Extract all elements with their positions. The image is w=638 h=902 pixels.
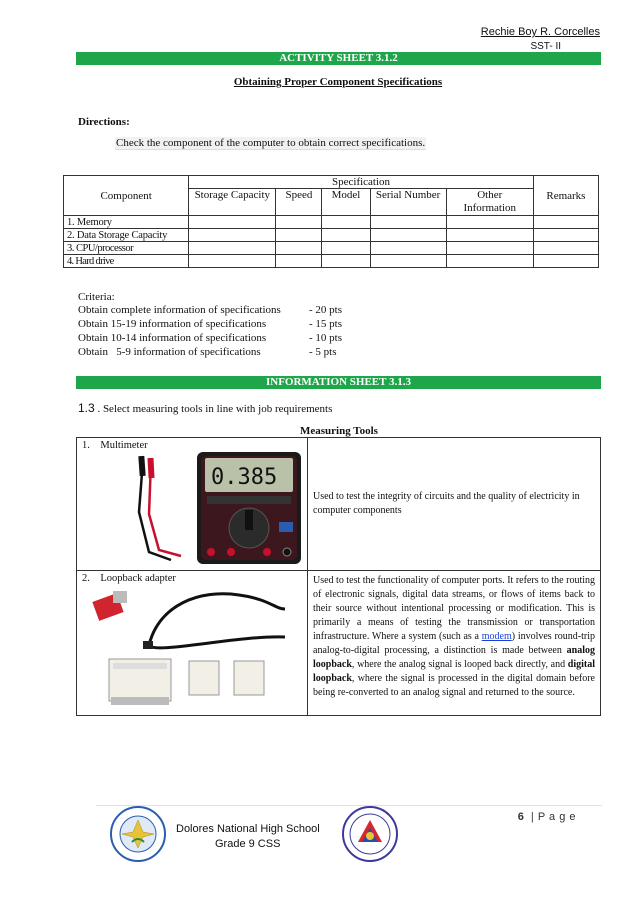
table-row: [64, 229, 599, 242]
table-cell[interactable]: [446, 229, 533, 242]
measuring-tools-table: [76, 437, 601, 716]
row-label: 3. CPU/processor: [64, 242, 189, 255]
specification-table: [63, 175, 599, 268]
criteria-points: - 20 pts: [309, 304, 342, 316]
table-cell[interactable]: [276, 216, 322, 229]
criteria-item: Obtain 15-19 information of specifications: [78, 318, 267, 330]
table-cell[interactable]: [189, 255, 276, 268]
col-other-information: Other Information: [446, 189, 533, 216]
table-row: [64, 242, 599, 255]
table-cell[interactable]: [322, 216, 370, 229]
col-storage-capacity: Storage Capacity: [189, 189, 276, 216]
table-cell[interactable]: [370, 242, 446, 255]
table-cell[interactable]: [322, 229, 370, 242]
table-cell[interactable]: [322, 255, 370, 268]
lead-number: 1.3: [78, 401, 95, 415]
tool-name: 1. Multimeter: [82, 440, 148, 451]
table-row: [64, 255, 599, 268]
remarks-header: Remarks: [533, 176, 598, 216]
school-seal-logo: [110, 806, 166, 862]
activity-sheet-bar: ACTIVITY SHEET 3.1.2: [76, 52, 601, 65]
information-sheet-bar: INFORMATION SHEET 3.1.3: [76, 376, 601, 389]
tool-cell: [77, 571, 308, 716]
row-label: 2. Data Storage Capacity: [64, 229, 189, 242]
grade-label: Grade 9 CSS: [215, 838, 281, 850]
table-cell[interactable]: [189, 242, 276, 255]
page-number: 6: [517, 811, 524, 823]
loopback-adapter-image: [89, 585, 289, 711]
table-cell[interactable]: [533, 229, 598, 242]
table-cell[interactable]: [370, 255, 446, 268]
criteria-points: - 10 pts: [309, 332, 342, 344]
criteria-points: - 15 pts: [309, 318, 342, 330]
col-serial-number: Serial Number: [370, 189, 446, 216]
table-row: [77, 438, 601, 571]
school-name: Dolores National High School: [176, 823, 320, 835]
table-cell[interactable]: [533, 242, 598, 255]
description-text: Used to test the functionality of computer ports. It refers to the routing of electronic signals, digital data streams, or flows of items back to their source without intentional processing or modification. This is primarily a means of testing the transmission or transportation infrastructure. Where a system (such as a: [313, 575, 595, 642]
tool-name: 2. Loopback adapter: [82, 573, 176, 584]
table-cell[interactable]: [446, 255, 533, 268]
description-text: , where the signal is processed in the digital domain before being re-converted to an analog signal and returned to the source.: [313, 673, 595, 698]
directions-text: Check the component of the computer to obtain correct specifications.: [116, 137, 426, 149]
tool-cell: [77, 438, 308, 571]
component-header: Component: [64, 176, 189, 216]
table-cell[interactable]: [322, 242, 370, 255]
table-cell[interactable]: [446, 242, 533, 255]
col-model: Model: [322, 189, 370, 216]
digital-loopback-term: digital loopback: [313, 659, 595, 684]
tool-description-cell: [308, 571, 601, 716]
measuring-tools-title: Measuring Tools: [300, 425, 378, 437]
criteria-item: Obtain complete information of specifications: [78, 304, 281, 316]
table-cell[interactable]: [276, 229, 322, 242]
lead-line: [78, 401, 332, 415]
table-cell[interactable]: [533, 255, 598, 268]
table-cell[interactable]: [189, 216, 276, 229]
table-cell[interactable]: [276, 242, 322, 255]
analog-loopback-term: analog loopback: [313, 645, 595, 670]
table-cell[interactable]: [370, 216, 446, 229]
tool-description: Used to test the integrity of circuits and the quality of electricity in computer components: [313, 491, 580, 516]
author-name: Rechie Boy R. Corcelles: [480, 26, 600, 38]
col-speed: Speed: [276, 189, 322, 216]
table-row: [64, 216, 599, 229]
multimeter-image: [131, 452, 311, 564]
table-row: [77, 571, 601, 716]
specification-header: Specification: [189, 176, 534, 189]
modem-link[interactable]: modem: [481, 631, 512, 642]
table-cell[interactable]: [533, 216, 598, 229]
section-label: SST- II: [530, 41, 561, 52]
directions-label: Directions:: [78, 116, 130, 128]
table-cell[interactable]: [446, 216, 533, 229]
tool-description-cell: [308, 438, 601, 571]
criteria-points: - 5 pts: [309, 346, 337, 358]
description-text: ) involves round-trip analog-to-digital processing, a distinction is made between: [313, 631, 595, 656]
row-label: 1. Memory: [64, 216, 189, 229]
table-cell[interactable]: [189, 229, 276, 242]
deped-seal-logo: [342, 806, 398, 862]
activity-subtitle: Obtaining Proper Component Specifications: [233, 76, 443, 88]
tool-description: [313, 574, 595, 700]
row-label: 4. Hard drive: [64, 255, 189, 268]
multimeter-display: 0.385: [211, 465, 278, 490]
description-text: , where the analog signal is looped back directly, and: [351, 659, 568, 670]
criteria-label: Criteria:: [78, 291, 115, 303]
lead-text: . Select measuring tools in line with job requirements: [97, 403, 333, 415]
page-indicator: [518, 811, 576, 823]
page-label: | P a g e: [530, 811, 576, 823]
table-cell[interactable]: [370, 229, 446, 242]
criteria-item: Obtain 5-9 information of specifications: [78, 346, 261, 358]
table-cell[interactable]: [276, 255, 322, 268]
criteria-item: Obtain 10-14 information of specifications: [78, 332, 267, 344]
